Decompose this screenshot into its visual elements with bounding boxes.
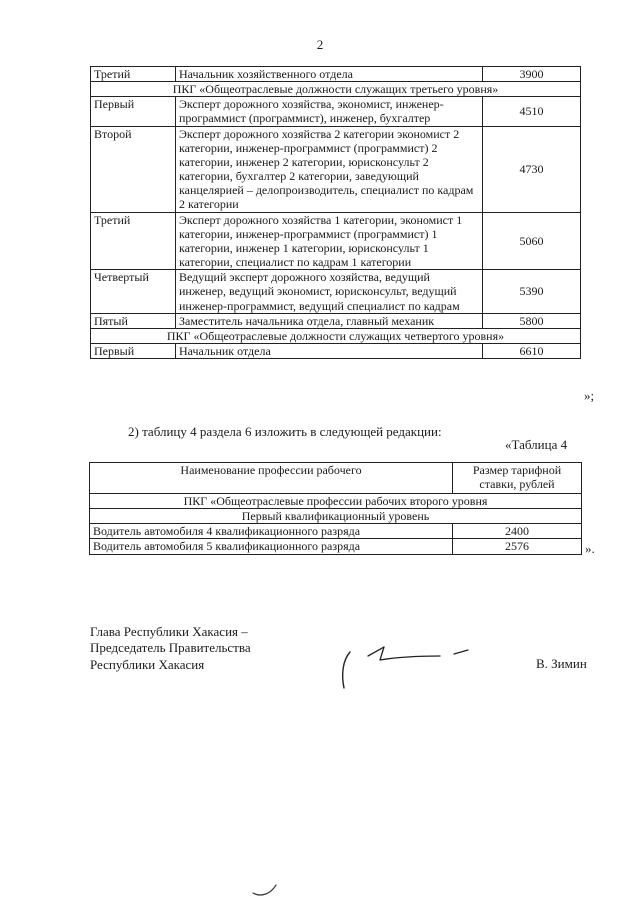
rate-cell: 2400 [453,524,582,539]
level-cell: Пятый [91,313,176,328]
level-cell: Третий [91,67,176,82]
table-row [90,524,582,539]
pen-mark [250,877,286,899]
salary-cell: 3900 [483,67,581,82]
profession-cell: Водитель автомобиля 5 квалификационного разряда [90,539,453,554]
table-row [91,126,581,212]
group-row [91,328,581,343]
level-cell: Первый [91,97,176,126]
subgroup-cell: Первый квалификационный уровень [90,509,582,524]
table-caption: «Таблица 4 [505,437,568,452]
group-cell: ПКГ «Общеотраслевые должности служащих четвертого уровня» [91,328,581,343]
salary-cell: 5060 [483,212,581,270]
level-cell: Третий [91,212,176,270]
positions-cell: Эксперт дорожного хозяйства, экономист, инженер-программист (программист), инженер, бухгалтер [176,97,483,126]
signatory-title [90,624,251,673]
group-row [91,82,581,97]
salary-cell: 4730 [483,126,581,212]
group-cell: ПКГ «Общеотраслевые должности служащих третьего уровня» [91,82,581,97]
header-rate-cell: Размер тарифной ставки, рублей [453,463,582,494]
table1-closing-mark: »; [584,388,595,403]
worker-rate-table [89,462,582,555]
signatory-name: В. Зимин [536,656,587,671]
amendment-paragraph: 2) таблицу 4 раздела 6 изложить в следующей редакции: [128,424,442,439]
table-row [90,539,582,554]
rate-cell: 2576 [453,539,582,554]
subgroup-row [90,509,582,524]
salary-cell: 4510 [483,97,581,126]
table-row [91,212,581,270]
page-number: 2 [316,37,324,52]
positions-cell: Заместитель начальника отдела, главный механик [176,313,483,328]
positions-cell: Ведущий эксперт дорожного хозяйства, ведущий инженер, ведущий экономист, юрисконсульт, ведущий инженер-программист, ведущий специалист по кадрам [176,270,483,313]
table-row [91,313,581,328]
level-cell: Второй [91,126,176,212]
positions-cell: Эксперт дорожного хозяйства 1 категории, экономист 1 категории, инженер-программист (программист) 1 категории, инженер 1 категории, юрисконсульт 1 категории, специалист по кадрам 1 категории [176,212,483,270]
signatory-title-line: Председатель Правительства [90,640,251,656]
signatory-title-line: Республики Хакасия [90,656,205,672]
group-cell: ПКГ «Общеотраслевые профессии рабочих второго уровня [90,494,582,509]
table-row [91,67,581,82]
level-cell: Четвертый [91,270,176,313]
salary-cell: 5800 [483,313,581,328]
profession-cell: Водитель автомобиля 4 квалификационного разряда [90,524,453,539]
group-row [90,494,582,509]
positions-cell: Начальник хозяйственного отдела [176,67,483,82]
table-row [91,343,581,358]
salary-cell: 6610 [483,343,581,358]
positions-cell: Начальник отдела [176,343,483,358]
table-row [91,270,581,313]
level-cell: Первый [91,343,176,358]
table-header-row [90,463,582,494]
handwritten-signature [336,636,486,698]
salary-cell: 5390 [483,270,581,313]
positions-cell: Эксперт дорожного хозяйства 2 категории экономист 2 категории, инженер-программист (программист) 2 категории, инженер 2 категории, юрисконсульт 2 категории, бухгалтер 2 категории, заведующий канцелярией – делопроизводитель, специалист по кадрам 2 категории [176,126,483,212]
table-row [91,97,581,126]
header-name-cell: Наименование профессии рабочего [90,463,453,494]
salary-table [90,66,581,359]
table2-closing-mark: ». [585,541,595,556]
signatory-title-line: Глава Республики Хакасия – [90,624,248,639]
